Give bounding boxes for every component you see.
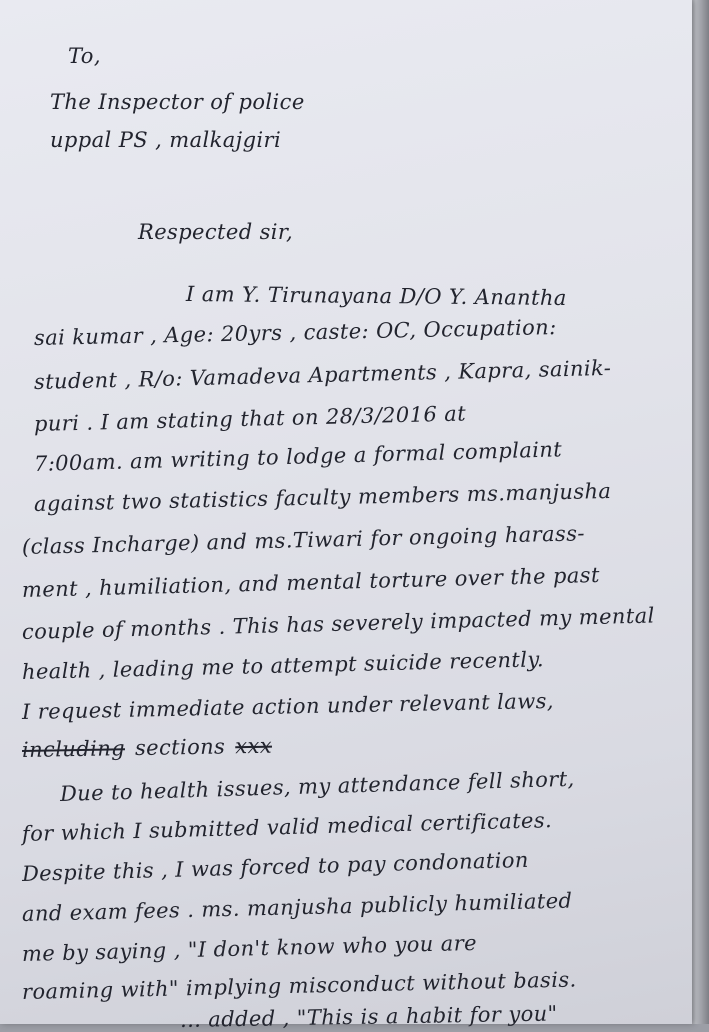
para2-line-7: ... added , "This is a habit for you": [179, 1001, 558, 1032]
sections-word: sections: [134, 734, 226, 761]
body-line-struck: [22, 734, 272, 762]
salutation: Respected sir,: [138, 220, 294, 244]
body-line-6: against two statistics faculty members ms.manjusha: [33, 478, 612, 516]
para2-line-5: me by saying , "I don't know who you are: [21, 930, 478, 966]
body-line-3: student , R/o: Vamadeva Apartments , Kapra, sainik-: [33, 355, 612, 394]
body-line-8: ment , humiliation, and mental torture over the past: [21, 562, 601, 602]
para2-line-4: and exam fees . ms. manjusha publicly humiliated: [21, 888, 573, 926]
body-line-9: couple of months . This has severely impacted my mental: [21, 603, 655, 644]
struck-scribble: xxx: [235, 733, 273, 759]
body-line-4: puri . I am stating that on 28/3/2016 at: [33, 401, 467, 436]
address-to: To,: [68, 44, 101, 68]
body-line-10: health , leading me to attempt suicide recently.: [21, 647, 545, 684]
para2-line-6: roaming with" implying misconduct without basis.: [21, 967, 577, 1004]
address-recipient: The Inspector of police: [50, 90, 305, 114]
para2-line-2: for which I submitted valid medical certificates.: [21, 808, 553, 846]
struck-word: including: [21, 736, 126, 762]
para2-line-3: Despite this , I was forced to pay condonation: [21, 847, 530, 886]
para2-line-1: Due to health issues, my attendance fell short,: [59, 766, 575, 806]
body-line-5: 7:00am. am writing to lodge a formal complaint: [33, 437, 563, 476]
address-station: uppal PS , malkajgiri: [50, 128, 282, 152]
body-line-7: (class Incharge) and ms.Tiwari for ongoing harass-: [21, 521, 586, 559]
body-line-1: I am Y. Tirunayana D/O Y. Anantha: [185, 282, 567, 310]
body-line-11: I request immediate action under relevant laws,: [21, 688, 555, 724]
body-line-2: sai kumar , Age: 20yrs , caste: OC, Occupation:: [33, 315, 557, 350]
